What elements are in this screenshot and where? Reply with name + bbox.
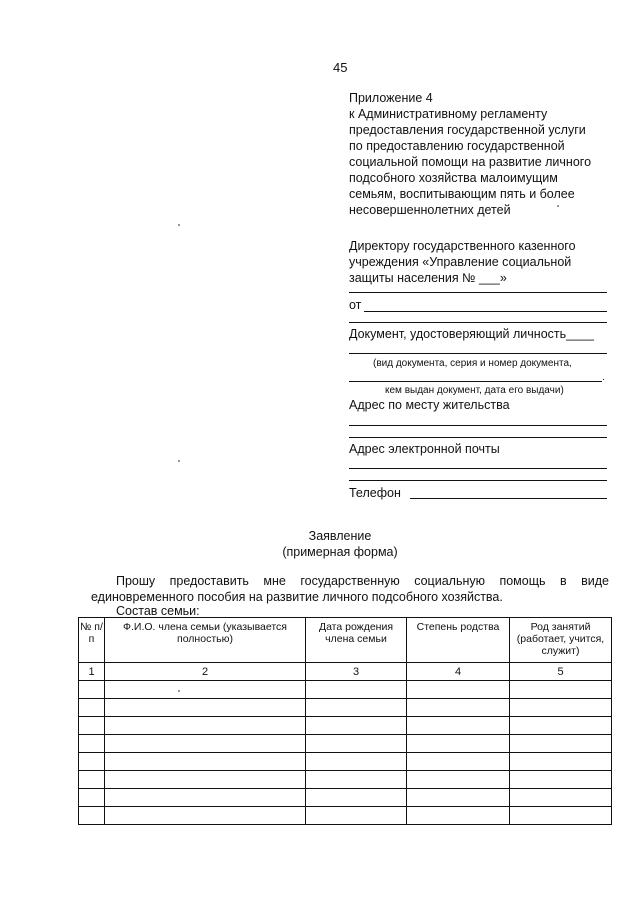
table-cell[interactable] [105, 753, 306, 771]
table-cell[interactable] [105, 735, 306, 753]
table-cell[interactable] [510, 717, 612, 735]
appendix-line: к Административному регламенту [349, 107, 548, 121]
table-row [79, 753, 612, 771]
scan-speck [557, 205, 559, 207]
table-cell[interactable] [79, 789, 105, 807]
table-row [79, 807, 612, 825]
addressee-line-blank [349, 292, 607, 293]
table-number-row [79, 663, 612, 681]
table-cell[interactable] [407, 771, 510, 789]
table-cell[interactable] [510, 753, 612, 771]
table-cell[interactable] [105, 807, 306, 825]
scan-speck [178, 460, 180, 462]
email-label: Адрес электронной почты [349, 442, 500, 456]
appendix-line: несовершеннолетних детей [349, 203, 511, 217]
appendix-block [349, 90, 619, 218]
header-cell-relationship: Степень родства [407, 618, 510, 663]
table-cell[interactable] [79, 753, 105, 771]
appendix-line: социальной помощи на развитие личного [349, 155, 592, 169]
residence-line [349, 425, 607, 426]
statement-paragraph [92, 573, 609, 605]
table-cell[interactable] [105, 717, 306, 735]
column-number-cell: 4 [407, 663, 510, 681]
phone-line [410, 498, 607, 499]
addressee-line: защиты населения № ___» [349, 271, 507, 285]
table-cell[interactable] [510, 789, 612, 807]
table-cell[interactable] [79, 807, 105, 825]
header-cell-fullname: Ф.И.О. члена семьи (указывается полностью) [105, 618, 306, 663]
table-cell[interactable] [407, 717, 510, 735]
table-cell[interactable] [407, 699, 510, 717]
table-row [79, 789, 612, 807]
table-cell[interactable] [306, 807, 407, 825]
table-cell[interactable] [510, 699, 612, 717]
table-cell[interactable] [306, 735, 407, 753]
table-cell[interactable] [79, 735, 105, 753]
id-document-hint-1: (вид документа, серия и номер документа, [373, 358, 572, 369]
family-composition-label: Состав семьи: [116, 604, 200, 618]
appendix-line: по предоставлению государственной [349, 139, 565, 153]
addressee-line: учреждения «Управление социальной [349, 255, 572, 269]
phone-label: Телефон [349, 486, 401, 500]
table-row [79, 771, 612, 789]
id-document-hint-2: кем выдан документ, дата его выдачи) [385, 385, 564, 396]
statement-paragraph-line: Прошу предоставить мне государственную социальную помощь в виде [116, 574, 609, 588]
email-line-2 [349, 480, 607, 481]
table-cell[interactable] [510, 681, 612, 699]
table-cell[interactable] [105, 771, 306, 789]
id-document-line-2 [349, 381, 602, 382]
appendix-line: Приложение 4 [349, 91, 433, 105]
scan-speck [178, 224, 180, 226]
table-cell[interactable] [105, 681, 306, 699]
family-table [78, 617, 612, 825]
table-cell[interactable] [306, 753, 407, 771]
from-line [364, 311, 607, 312]
appendix-line: предоставления государственной услуги [349, 123, 586, 137]
table-cell[interactable] [79, 681, 105, 699]
from-line-2 [349, 322, 607, 323]
table-cell[interactable] [407, 753, 510, 771]
table-cell[interactable] [105, 789, 306, 807]
scan-speck [178, 690, 180, 692]
statement-subtitle: (примерная форма) [282, 545, 398, 559]
table-row [79, 717, 612, 735]
from-label: от [349, 298, 362, 312]
table-row [79, 735, 612, 753]
table-cell[interactable] [79, 771, 105, 789]
table-cell[interactable] [510, 807, 612, 825]
statement-paragraph-line: единовременного пособия на развитие личного подсобного хозяйства. [91, 590, 503, 604]
table-cell[interactable] [407, 789, 510, 807]
appendix-line: семьям, воспитывающим пять и более [349, 187, 575, 201]
table-cell[interactable] [79, 699, 105, 717]
addressee-block [349, 238, 611, 286]
id-document-line [349, 353, 607, 354]
column-number-cell: 1 [79, 663, 105, 681]
appendix-line: подсобного хозяйства малоимущим [349, 171, 558, 185]
table-cell[interactable] [407, 735, 510, 753]
table-header-row [79, 618, 612, 663]
table-cell[interactable] [407, 681, 510, 699]
table-cell[interactable] [79, 717, 105, 735]
header-cell-birthdate: Дата рождения члена семьи [306, 618, 407, 663]
table-cell[interactable] [306, 771, 407, 789]
id-document-label: Документ, удостоверяющий личность____ [349, 327, 594, 341]
column-number-cell: 3 [306, 663, 407, 681]
table-cell[interactable] [407, 807, 510, 825]
table-row [79, 699, 612, 717]
email-line [349, 468, 607, 469]
page-number: 45 [333, 60, 348, 75]
id-document-hint-dot: . [602, 372, 605, 383]
table-cell[interactable] [510, 771, 612, 789]
table-cell[interactable] [306, 699, 407, 717]
table-cell[interactable] [105, 699, 306, 717]
table-row [79, 681, 612, 699]
header-cell-number: № п/п [79, 618, 105, 663]
header-cell-occupation: Род занятий (работает, учится, служит) [510, 618, 612, 663]
statement-title: Заявление [308, 529, 372, 543]
table-cell[interactable] [306, 681, 407, 699]
residence-label: Адрес по месту жительства [349, 398, 510, 412]
addressee-line: Директору государственного казенного [349, 239, 576, 253]
table-cell[interactable] [306, 717, 407, 735]
table-cell[interactable] [510, 735, 612, 753]
column-number-cell: 5 [510, 663, 612, 681]
table-cell[interactable] [306, 789, 407, 807]
residence-line-2 [349, 437, 607, 438]
column-number-cell: 2 [105, 663, 306, 681]
